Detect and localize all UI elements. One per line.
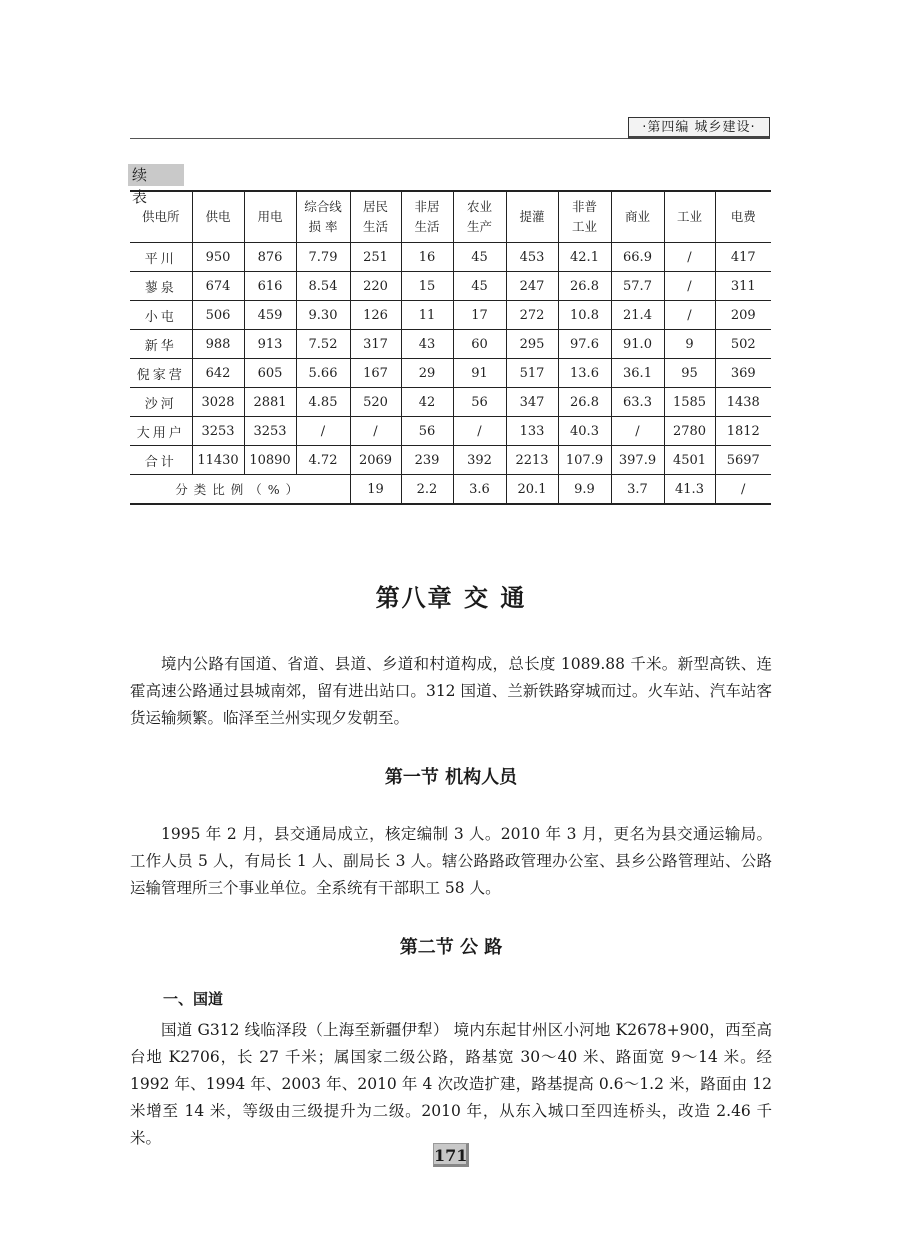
table-row bbox=[130, 359, 771, 388]
data-cell: 2069 bbox=[350, 446, 401, 475]
column-header: 供电 bbox=[192, 191, 244, 243]
data-cell: 520 bbox=[350, 388, 401, 417]
data-cell: 1585 bbox=[664, 388, 715, 417]
data-cell: 295 bbox=[506, 330, 558, 359]
data-cell: 317 bbox=[350, 330, 401, 359]
section-title-organization: 第一节 机构人员 bbox=[384, 767, 518, 788]
column-header: 商业 bbox=[611, 191, 664, 243]
data-cell: / bbox=[453, 417, 506, 446]
data-cell: 11 bbox=[401, 301, 453, 330]
data-cell: 45 bbox=[453, 272, 506, 301]
data-cell: 1812 bbox=[715, 417, 771, 446]
column-header: 用电 bbox=[244, 191, 296, 243]
station-name-cell: 新华 bbox=[130, 330, 192, 359]
data-cell: 11430 bbox=[192, 446, 244, 475]
table-row bbox=[130, 417, 771, 446]
data-cell: 107.9 bbox=[558, 446, 611, 475]
column-header: 电费 bbox=[715, 191, 771, 243]
data-cell: 95 bbox=[664, 359, 715, 388]
data-cell: 167 bbox=[350, 359, 401, 388]
data-cell: 60 bbox=[453, 330, 506, 359]
section-highways-body: 国道 G312 线临泽段（上海至新疆伊犁） 境内东起甘州区小河地 K2678+900，西至高台地 K2706，长 27 千米；属国家二级公路，路基宽 30～40 米、路面宽 9～14 米。经 1992 年、1994 年、2003 年、2010 年 4 次改造扩建，路基提高 0.6～1.2 米，路面由 12 米增至 14 米，等级由三级提升为二级。2010 年，从东入城口至四连桥头，改造 2.46 千米。 bbox=[130, 1021, 772, 1147]
column-header: 工业 bbox=[664, 191, 715, 243]
data-cell: 347 bbox=[506, 388, 558, 417]
data-cell: 42 bbox=[401, 388, 453, 417]
ratio-cell: 41.3 bbox=[664, 475, 715, 505]
data-cell: / bbox=[664, 272, 715, 301]
data-cell: 239 bbox=[401, 446, 453, 475]
data-cell: 453 bbox=[506, 243, 558, 272]
data-cell: 133 bbox=[506, 417, 558, 446]
column-header: 非普 工业 bbox=[558, 191, 611, 243]
data-cell: 40.3 bbox=[558, 417, 611, 446]
section-title-highways: 第二节 公 路 bbox=[399, 937, 503, 958]
data-cell: 2213 bbox=[506, 446, 558, 475]
data-cell: 506 bbox=[192, 301, 244, 330]
data-cell: 605 bbox=[244, 359, 296, 388]
data-cell: 43 bbox=[401, 330, 453, 359]
data-cell: 674 bbox=[192, 272, 244, 301]
table-row bbox=[130, 301, 771, 330]
data-cell: 369 bbox=[715, 359, 771, 388]
data-cell: 21.4 bbox=[611, 301, 664, 330]
chapter-intro: 境内公路有国道、省道、县道、乡道和村道构成，总长度 1089.88 千米。新型高铁、连霍高速公路通过县城南郊，留有进出站口。312 国道、兰新铁路穿城而过。火车站、汽车站客货运输频繁。临泽至兰州实现夕发朝至。 bbox=[130, 655, 772, 727]
ratio-label-cell: 分类比例（%） bbox=[130, 475, 350, 505]
data-cell: 397.9 bbox=[611, 446, 664, 475]
column-header: 非居 生活 bbox=[401, 191, 453, 243]
ratio-cell: 2.2 bbox=[401, 475, 453, 505]
data-cell: 16 bbox=[401, 243, 453, 272]
data-cell: 1438 bbox=[715, 388, 771, 417]
section-organization-body: 1995 年 2 月，县交通局成立，核定编制 3 人。2010 年 3 月，更名为县交通运输局。工作人员 5 人，有局长 1 人、副局长 3 人。辖公路路政管理办公室、县乡公路管理站、公路运输管理所三个事业单位。全系统有干部职工 58 人。 bbox=[130, 825, 772, 897]
data-cell: 2780 bbox=[664, 417, 715, 446]
data-cell: 642 bbox=[192, 359, 244, 388]
data-cell: 616 bbox=[244, 272, 296, 301]
data-cell: 247 bbox=[506, 272, 558, 301]
table-row bbox=[130, 272, 771, 301]
ratio-row bbox=[130, 475, 771, 505]
table-header-row bbox=[130, 191, 771, 243]
data-cell: 517 bbox=[506, 359, 558, 388]
data-cell: 26.8 bbox=[558, 272, 611, 301]
station-name-cell: 大用户 bbox=[130, 417, 192, 446]
data-cell: 56 bbox=[401, 417, 453, 446]
station-name-cell: 合计 bbox=[130, 446, 192, 475]
data-cell: 4.72 bbox=[296, 446, 350, 475]
data-cell: 97.6 bbox=[558, 330, 611, 359]
data-cell: 2881 bbox=[244, 388, 296, 417]
data-cell: 10.8 bbox=[558, 301, 611, 330]
column-header: 综合线 损 率 bbox=[296, 191, 350, 243]
data-cell: 4.85 bbox=[296, 388, 350, 417]
table-row bbox=[130, 243, 771, 272]
power-supply-table bbox=[130, 190, 771, 505]
data-cell: 209 bbox=[715, 301, 771, 330]
data-cell: 4501 bbox=[664, 446, 715, 475]
data-cell: 913 bbox=[244, 330, 296, 359]
data-cell: 13.6 bbox=[558, 359, 611, 388]
subhead-national-roads: 一、国道 bbox=[163, 990, 224, 1008]
data-cell: 7.52 bbox=[296, 330, 350, 359]
data-cell: 272 bbox=[506, 301, 558, 330]
data-cell: 5.66 bbox=[296, 359, 350, 388]
data-cell: 3028 bbox=[192, 388, 244, 417]
station-name-cell: 平川 bbox=[130, 243, 192, 272]
ratio-cell: 20.1 bbox=[506, 475, 558, 505]
data-cell: 220 bbox=[350, 272, 401, 301]
table-row bbox=[130, 330, 771, 359]
data-cell: 36.1 bbox=[611, 359, 664, 388]
station-name-cell: 蓼泉 bbox=[130, 272, 192, 301]
table-row bbox=[130, 388, 771, 417]
data-cell: 3253 bbox=[244, 417, 296, 446]
ratio-cell: 3.7 bbox=[611, 475, 664, 505]
data-cell: 459 bbox=[244, 301, 296, 330]
data-cell: 7.79 bbox=[296, 243, 350, 272]
chapter-title: 第八章 交 通 bbox=[375, 584, 527, 612]
data-cell: 17 bbox=[453, 301, 506, 330]
table-row bbox=[130, 446, 771, 475]
data-cell: 45 bbox=[453, 243, 506, 272]
data-cell: 9.30 bbox=[296, 301, 350, 330]
data-cell: 15 bbox=[401, 272, 453, 301]
data-cell: 63.3 bbox=[611, 388, 664, 417]
table-continued-label: 续 表 bbox=[128, 164, 184, 186]
data-cell: 126 bbox=[350, 301, 401, 330]
ratio-cell: 9.9 bbox=[558, 475, 611, 505]
page-number: 171 bbox=[433, 1143, 469, 1167]
running-header: ·第四编 城乡建设· bbox=[628, 117, 770, 139]
data-cell: 26.8 bbox=[558, 388, 611, 417]
data-cell: / bbox=[664, 301, 715, 330]
data-cell: 988 bbox=[192, 330, 244, 359]
data-cell: 91.0 bbox=[611, 330, 664, 359]
column-header: 农业 生产 bbox=[453, 191, 506, 243]
data-cell: 57.7 bbox=[611, 272, 664, 301]
data-cell: 9 bbox=[664, 330, 715, 359]
data-cell: / bbox=[664, 243, 715, 272]
data-cell: / bbox=[296, 417, 350, 446]
station-name-cell: 小屯 bbox=[130, 301, 192, 330]
data-cell: 91 bbox=[453, 359, 506, 388]
data-cell: 3253 bbox=[192, 417, 244, 446]
data-cell: 876 bbox=[244, 243, 296, 272]
data-cell: / bbox=[350, 417, 401, 446]
station-name-cell: 倪家营 bbox=[130, 359, 192, 388]
data-cell: 29 bbox=[401, 359, 453, 388]
data-cell: 417 bbox=[715, 243, 771, 272]
data-cell: 56 bbox=[453, 388, 506, 417]
data-cell: 5697 bbox=[715, 446, 771, 475]
data-cell: 251 bbox=[350, 243, 401, 272]
station-name-cell: 沙河 bbox=[130, 388, 192, 417]
data-cell: / bbox=[611, 417, 664, 446]
data-cell: 66.9 bbox=[611, 243, 664, 272]
data-cell: 311 bbox=[715, 272, 771, 301]
data-cell: 950 bbox=[192, 243, 244, 272]
ratio-cell: / bbox=[715, 475, 771, 505]
data-cell: 502 bbox=[715, 330, 771, 359]
column-header: 居民 生活 bbox=[350, 191, 401, 243]
data-cell: 10890 bbox=[244, 446, 296, 475]
ratio-cell: 3.6 bbox=[453, 475, 506, 505]
column-header: 供电所 bbox=[130, 191, 192, 243]
data-cell: 8.54 bbox=[296, 272, 350, 301]
data-cell: 42.1 bbox=[558, 243, 611, 272]
data-cell: 392 bbox=[453, 446, 506, 475]
column-header: 提灌 bbox=[506, 191, 558, 243]
ratio-cell: 19 bbox=[350, 475, 401, 505]
